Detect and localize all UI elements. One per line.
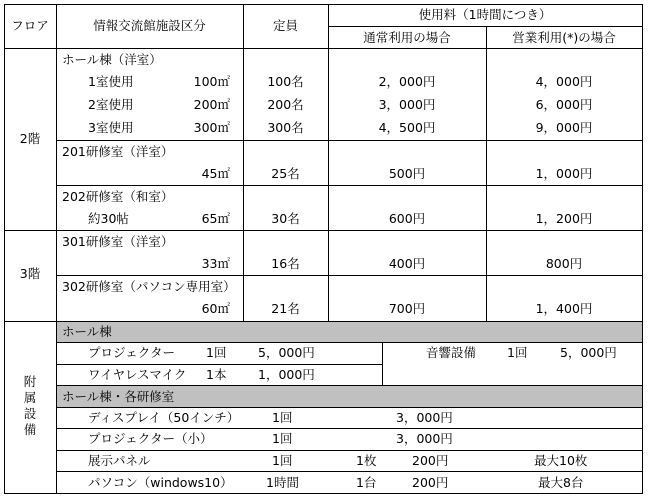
- header-capacity: 定員: [272, 18, 298, 33]
- hall-row-1-business: 4，000円: [535, 74, 593, 89]
- hall-row-1-capacity: 100名: [267, 74, 304, 89]
- room-302-business: 1，400円: [535, 301, 593, 316]
- header-category: 情報交流館施設区分: [93, 18, 206, 33]
- pc-max: 最大8台: [538, 475, 584, 490]
- room-302-name: 302研修室（パソコン専用室）: [62, 279, 236, 294]
- hall-row-2-normal: 3，000円: [378, 97, 436, 112]
- room-202-tatami: 約30帖: [88, 211, 129, 226]
- room-301-area: 33㎡: [201, 256, 230, 271]
- projector-small-name: プロジェクター（小）: [88, 431, 213, 446]
- hall-section-band: [56, 322, 642, 342]
- panel-unit: 1回: [272, 453, 293, 468]
- display-name: ディスプレイ（50インチ）: [88, 410, 240, 425]
- sound-name: 音響設備: [426, 345, 477, 360]
- hall-section-title: ホール棟: [62, 324, 112, 339]
- pc-price: 200円: [412, 475, 449, 490]
- panel-max: 最大10枚: [534, 453, 588, 468]
- hall-row-2-area: 200㎡: [193, 97, 230, 112]
- room-201-capacity: 25名: [271, 166, 300, 181]
- wireless-mic-price: 1，000円: [258, 367, 315, 382]
- floor-2-label: 2階: [19, 131, 41, 146]
- room-302-capacity: 21名: [271, 301, 300, 316]
- room-201-area: 45㎡: [201, 166, 230, 181]
- projector-small-unit: 1回: [272, 431, 293, 446]
- hall-row-3-normal: 4，500円: [378, 120, 436, 135]
- equipment-label-char: 設: [23, 406, 37, 421]
- hall-row-3-business: 9，000円: [535, 120, 593, 135]
- hall-row-3-capacity: 300名: [267, 120, 304, 135]
- hall-name: ホール棟（洋室）: [62, 52, 162, 67]
- hall-row-2-name: 2室使用: [88, 97, 134, 112]
- equipment-label-char: 附: [23, 374, 37, 389]
- pc-qty: 1台: [356, 475, 377, 490]
- header-business: 営業利用(*)の場合: [512, 30, 616, 45]
- wireless-mic-name: ワイヤレスマイク: [88, 367, 187, 382]
- room-202-capacity: 30名: [271, 211, 300, 226]
- hall-row-2-capacity: 200名: [267, 97, 304, 112]
- equipment-label-char: 属: [23, 390, 37, 405]
- projector-unit: 1回: [206, 345, 227, 360]
- hall-row-3-name: 3室使用: [88, 120, 134, 135]
- room-302-normal: 700円: [388, 301, 426, 316]
- hall-row-1-name: 1室使用: [88, 74, 134, 89]
- header-normal: 通常利用の場合: [363, 30, 451, 45]
- projector-name: プロジェクター: [88, 345, 176, 360]
- sound-price: 5，000円: [560, 345, 617, 360]
- room-202-area: 65㎡: [201, 211, 230, 226]
- room-301-normal: 400円: [388, 256, 426, 271]
- room-301-business: 800円: [545, 256, 583, 271]
- header-floor: フロア: [11, 18, 49, 33]
- room-301-name: 301研修室（洋室）: [62, 234, 174, 249]
- hall-row-1-normal: 2，000円: [378, 74, 436, 89]
- projector-small-price: 3，000円: [396, 431, 453, 446]
- room-201-name: 201研修室（洋室）: [62, 144, 174, 159]
- all-section-title: ホール棟・各研修室: [62, 389, 175, 404]
- room-202-normal: 600円: [388, 211, 426, 226]
- equipment-label-char: 備: [23, 422, 37, 437]
- room-202-business: 1，200円: [535, 211, 593, 226]
- projector-price: 5，000円: [258, 345, 315, 360]
- panel-price: 200円: [412, 453, 449, 468]
- room-301-capacity: 16名: [271, 256, 300, 271]
- pc-unit: 1時間: [266, 475, 299, 490]
- room-201-normal: 500円: [388, 166, 426, 181]
- room-201-business: 1，000円: [535, 166, 593, 181]
- floor-3-label: 3階: [19, 266, 41, 281]
- panel-qty: 1枚: [356, 453, 377, 468]
- room-302-area: 60㎡: [201, 301, 230, 316]
- hall-row-2-business: 6，000円: [535, 97, 593, 112]
- sound-unit: 1回: [507, 345, 528, 360]
- pc-name: パソコン（windows10）: [88, 475, 233, 490]
- panel-name: 展示パネル: [88, 453, 151, 468]
- hall-row-1-area: 100㎡: [193, 74, 230, 89]
- header-fee: 使用料（1時間につき）: [418, 7, 552, 22]
- display-price: 3，000円: [396, 410, 453, 425]
- wireless-mic-unit: 1本: [206, 367, 227, 382]
- hall-row-3-area: 300㎡: [193, 120, 230, 135]
- room-202-name: 202研修室（和室）: [62, 189, 174, 204]
- display-unit: 1回: [272, 410, 293, 425]
